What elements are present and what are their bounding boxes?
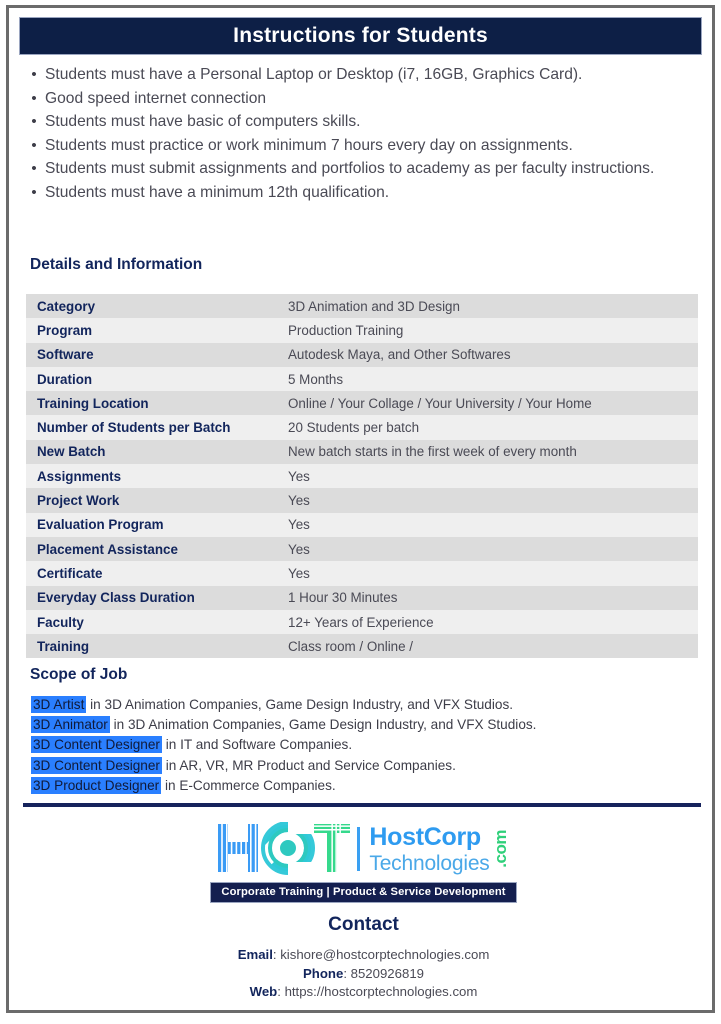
- table-cell-label: Number of Students per Batch: [37, 420, 231, 436]
- table-row: [26, 391, 698, 415]
- list-item-text: Students must submit assignments and portfolios to academy as per faculty instructions.: [45, 160, 655, 177]
- contact-web-label: Web: [249, 984, 278, 999]
- list-item-text: Students must have basic of computers skills.: [45, 113, 361, 130]
- scope-list: [31, 695, 701, 796]
- table-cell-label: Training: [37, 638, 90, 654]
- contact-email-colon: :: [272, 947, 281, 962]
- table-row: [26, 343, 698, 367]
- table-cell-label: Category: [37, 298, 96, 314]
- table-row: [26, 586, 698, 610]
- scope-item-description: in E-Commerce Companies.: [161, 777, 336, 793]
- table-cell-label: Program: [37, 322, 93, 338]
- scope-item: [31, 735, 701, 755]
- logo-brand-primary: HostCorp: [369, 822, 481, 851]
- table-cell-value: New batch starts in the first week of every month: [288, 444, 577, 460]
- logo-lockup: [218, 820, 508, 878]
- scope-item: [31, 776, 701, 796]
- contact-phone-label: Phone: [303, 965, 344, 981]
- contact-title: Contact: [328, 914, 399, 935]
- list-item: [23, 110, 699, 134]
- table-cell-label: Placement Assistance: [37, 541, 178, 557]
- table-cell-value: Yes: [288, 517, 310, 533]
- list-item-text: Students must practice or work minimum 7 hours every day on assignments.: [45, 136, 573, 154]
- table-cell-value: Production Training: [288, 322, 404, 338]
- scope-role-highlight: 3D Artist: [33, 697, 85, 712]
- document-frame: [6, 5, 715, 1013]
- table-cell-label: Assignments: [37, 468, 122, 484]
- list-item-text: Students must have a minimum 12th qualification.: [45, 183, 390, 201]
- table-cell-label: New Batch: [37, 444, 106, 460]
- logo-text-column: [369, 822, 490, 875]
- scope-item-description: in 3D Animation Companies, Game Design Industry, and VFX Studios.: [109, 717, 537, 733]
- table-row: [26, 440, 698, 464]
- list-item-text: Students must have a Personal Laptop or Desktop (i7, 16GB, Graphics Card).: [45, 66, 583, 83]
- table-cell-label: Faculty: [37, 614, 84, 630]
- table-row: [26, 561, 698, 585]
- list-item: [23, 87, 699, 111]
- table-cell-label: Duration: [37, 371, 93, 387]
- scope-item: [31, 695, 701, 715]
- contact-email-label: Email: [237, 947, 273, 962]
- details-table: [26, 294, 698, 658]
- page-title: Instructions for Students: [233, 24, 488, 47]
- table-cell-label: Evaluation Program: [37, 517, 164, 533]
- scope-role-highlight: 3D Animator: [33, 717, 108, 733]
- contact-phone-value: 8520926819: [350, 965, 424, 981]
- contact-web-row: [9, 983, 718, 1002]
- logo-separator: [357, 827, 360, 871]
- table-cell-label: Certificate: [37, 565, 103, 581]
- list-item: [23, 157, 699, 181]
- contact-email-row: [9, 946, 718, 965]
- table-cell-value: 5 Months: [288, 371, 344, 387]
- table-row: [26, 367, 698, 391]
- table-row: [26, 610, 698, 634]
- page-header-bar: [19, 17, 702, 55]
- document-content: [9, 8, 712, 1010]
- scope-role-highlight: 3D Content Designer: [33, 737, 160, 753]
- contact-phone-colon: :: [343, 965, 351, 981]
- table-cell-value: Yes: [288, 541, 310, 557]
- table-cell-label: Everyday Class Duration: [37, 590, 195, 606]
- scope-item: [31, 756, 701, 776]
- scope-item-description: in 3D Animation Companies, Game Design Industry, and VFX Studios.: [86, 697, 514, 712]
- list-item-text: Good speed internet connection: [45, 89, 267, 107]
- table-cell-value: Autodesk Maya, and Other Softwares: [288, 347, 511, 363]
- contact-email-value: kishore@hostcorptechnologies.com: [280, 947, 490, 962]
- contact-section: [9, 914, 718, 1002]
- bullet-dot-icon: •: [31, 160, 37, 177]
- bullet-dot-icon: •: [31, 66, 37, 83]
- scope-heading: Scope of Job: [30, 666, 128, 683]
- logo-wordmark: [369, 822, 510, 875]
- table-row: [26, 634, 698, 658]
- table-cell-value: 3D Animation and 3D Design: [288, 298, 460, 314]
- table-cell-value: Yes: [288, 493, 310, 509]
- table-row: [26, 318, 698, 342]
- table-cell-value: 1 Hour 30 Minutes: [288, 590, 398, 606]
- list-item: [23, 63, 699, 87]
- logo-tagline: Corporate Training | Product & Service Development: [210, 882, 516, 903]
- company-logo: [9, 820, 718, 903]
- scope-role-highlight: 3D Content Designer: [33, 757, 160, 773]
- contact-phone-row: [9, 965, 718, 984]
- bullet-dot-icon: •: [31, 183, 37, 201]
- table-cell-value: Yes: [288, 565, 310, 581]
- table-cell-value: 20 Students per batch: [288, 420, 420, 436]
- scope-item-description: in AR, VR, MR Product and Service Companies.: [161, 757, 456, 773]
- list-item: [23, 181, 699, 205]
- bullet-dot-icon: •: [31, 113, 37, 130]
- scope-role-highlight: 3D Product Designer: [33, 777, 160, 793]
- table-cell-label: Software: [37, 347, 94, 363]
- logo-brand-tld: .com: [490, 830, 510, 868]
- table-cell-value: Online / Your Collage / Your University / Your Home: [288, 395, 592, 411]
- list-item: [23, 134, 699, 158]
- table-row: [26, 513, 698, 537]
- table-cell-label: Project Work: [37, 493, 120, 509]
- section-divider: [23, 803, 701, 807]
- table-row: [26, 464, 698, 488]
- hct-monogram-icon: [218, 822, 350, 876]
- table-cell-value: Yes: [288, 468, 310, 484]
- instructions-list: [23, 63, 699, 204]
- table-cell-label: Training Location: [37, 395, 149, 411]
- table-row: [26, 537, 698, 561]
- details-heading: Details and Information: [30, 256, 203, 273]
- table-row: [26, 415, 698, 439]
- contact-web-value[interactable]: https://hostcorptechnologies.com: [284, 984, 478, 999]
- table-cell-value: Class room / Online /: [288, 638, 414, 654]
- bullet-dot-icon: •: [31, 89, 37, 107]
- table-row: [26, 294, 698, 318]
- contact-web-colon: :: [277, 984, 285, 999]
- bullet-dot-icon: •: [31, 136, 37, 154]
- table-cell-value: 12+ Years of Experience: [288, 614, 434, 630]
- scope-item: [31, 715, 701, 735]
- scope-item-description: in IT and Software Companies.: [161, 737, 353, 753]
- table-row: [26, 488, 698, 512]
- logo-brand-secondary: Technologies: [369, 851, 490, 875]
